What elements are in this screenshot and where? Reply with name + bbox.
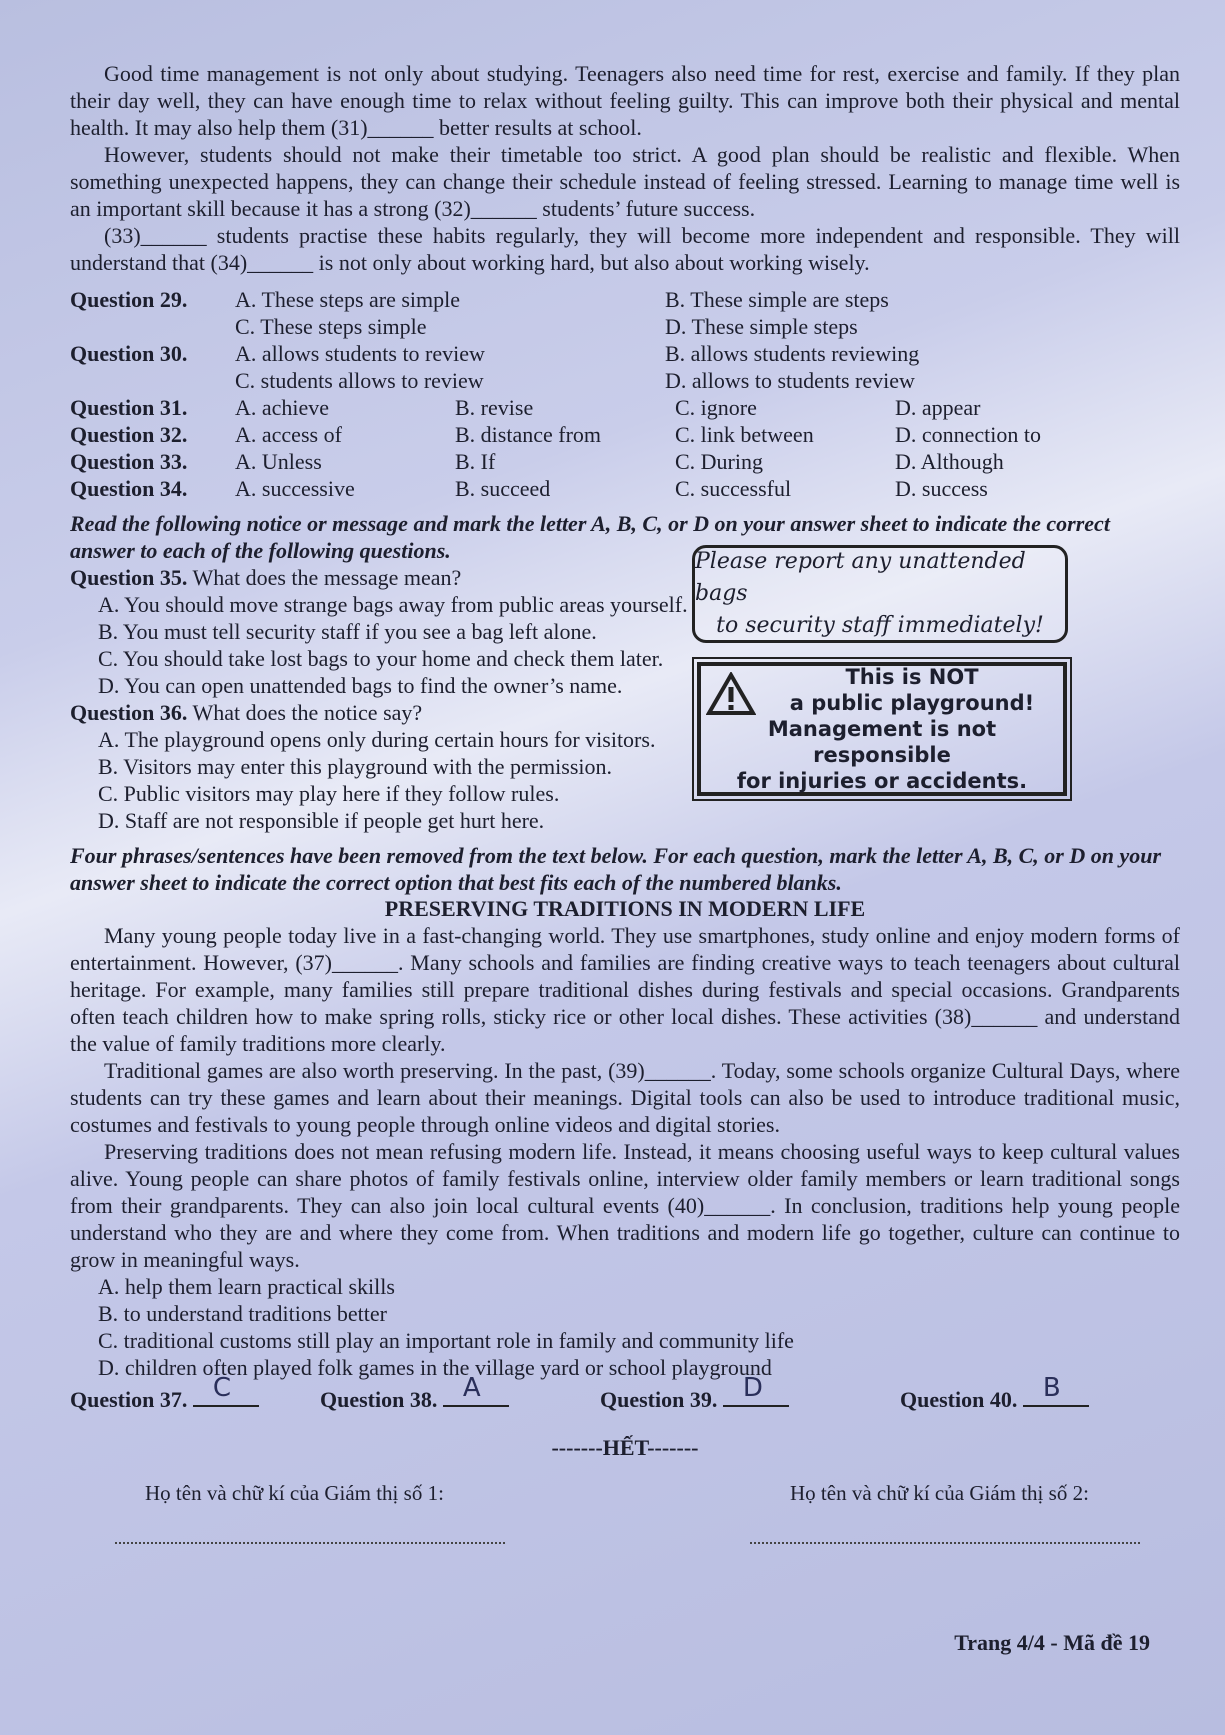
- option-c: C. Public visitors may play here if they follow rules.: [98, 781, 560, 806]
- answer-37: Question 37. C: [70, 1385, 320, 1415]
- option-c: C. These steps simple: [235, 314, 427, 339]
- signature-line-2: [750, 1542, 1140, 1544]
- section-instruction: Read the following notice or message and mark the letter A, B, C, or D on your answer sheet to indicate the correct answer to each of the following questions.: [70, 511, 1110, 563]
- option-a: A. The playground opens only during certain hours for visitors.: [98, 727, 656, 752]
- question-32: [70, 421, 1180, 448]
- notice-line: Management is not responsible: [767, 717, 997, 767]
- notice-line: Please report any unattended bags: [695, 549, 1026, 606]
- question-36-stem: Question 36. What does the notice say?: [70, 700, 423, 725]
- option-a: A. help them learn practical skills: [98, 1274, 395, 1299]
- exam-page: [70, 60, 1180, 1544]
- warning-icon: [701, 672, 761, 716]
- handwritten-answer: A: [462, 1373, 481, 1403]
- answer-line: [70, 1373, 1180, 1415]
- question-31: [70, 394, 1180, 421]
- signature-section: [70, 1481, 1180, 1544]
- option-d: D. success: [895, 476, 988, 501]
- answer-39: Question 39. D: [600, 1385, 900, 1415]
- option-d: D. connection to: [895, 422, 1042, 447]
- signature-label-2: Họ tên và chữ kí của Giám thị số 2:: [790, 1481, 1089, 1505]
- option-b: B. revise: [455, 395, 534, 420]
- question-35-stem: Question 35. What does the message mean?: [70, 565, 462, 590]
- option-b: B. to understand traditions better: [98, 1301, 387, 1326]
- option-a: A. achieve: [235, 395, 330, 420]
- passage1-paragraph: (33)______ students practise these habits regularly, they will become more independent and responsible. They will understand that (34)______ is not only about working hard, but also about working wisely.: [70, 223, 1180, 275]
- option-b: B. These simple are steps: [665, 287, 889, 312]
- option-c: C. ignore: [675, 395, 757, 420]
- option-b: B. You must tell security staff if you see a bag left alone.: [98, 619, 597, 644]
- option-b: B. Visitors may enter this playground with the permission.: [98, 754, 613, 779]
- notice-line: This is NOT: [845, 665, 979, 689]
- question-label: Question 34.: [70, 476, 188, 501]
- answer-38: Question 38. A: [320, 1385, 600, 1415]
- passage2-paragraph: Preserving traditions does not mean refusing modern life. Instead, it means choosing useful ways to keep cultural values alive. Young people can share photos of family festivals online, interview older family members or learn traditional songs from their grandparents. They can also join local cultural events (40)______. In conclusion, traditions help young people understand who they are and where they come from. When traditions and modern life go together, culture can continue to grow in meaningful ways.: [70, 1139, 1180, 1272]
- option-d: D. children often played folk games in the village yard or school playground: [98, 1355, 772, 1380]
- option-d: D. Although: [895, 449, 1004, 474]
- notice-message-box: [692, 545, 1068, 643]
- option-d: D. allows to students review: [665, 368, 915, 393]
- question-29: [70, 286, 1180, 340]
- question-30: [70, 340, 1180, 394]
- option-c: C. link between: [675, 422, 814, 447]
- passage1-paragraph: However, students should not make their timetable too strict. A good plan should be realistic and flexible. When something unexpected happens, they can change their schedule instead of feeling stressed. Learning to manage time well is an important skill because it has a strong (32)______ students’ future success.: [70, 142, 1180, 221]
- option-d: D. appear: [895, 395, 981, 420]
- end-marker: -------HẾT-------: [551, 1435, 699, 1460]
- page-footer: Trang 4/4 - Mã đề 19: [954, 1630, 1150, 1655]
- question-34: [70, 475, 1180, 502]
- option-c: C. During: [675, 449, 763, 474]
- option-a: A. Unless: [235, 449, 322, 474]
- option-c: C. successful: [675, 476, 792, 501]
- notice-line: to security staff immediately!: [716, 613, 1044, 638]
- notice-line: for injuries or accidents.: [736, 769, 1028, 793]
- option-c: C. students allows to review: [235, 368, 484, 393]
- option-d: D. You can open unattended bags to find the owner’s name.: [98, 673, 623, 698]
- option-b: B. allows students reviewing: [665, 341, 920, 366]
- handwritten-answer: C: [212, 1373, 232, 1403]
- question-label: Question 29.: [70, 287, 188, 312]
- notice-line: a public playground!: [789, 691, 1035, 715]
- passage1-paragraph: Good time management is not only about studying. Teenagers also need time for rest, exercise and family. If they plan their day well, they can have enough time to relax without feeling guilty. This can improve both their physical and mental health. It may also help them (31)______ better results at school.: [70, 61, 1180, 140]
- answer-40: Question 40. B: [900, 1385, 1089, 1415]
- option-a: A. allows students to review: [235, 341, 485, 366]
- option-d: D. These simple steps: [665, 314, 858, 339]
- option-b: B. succeed: [455, 476, 551, 501]
- passage2-paragraph: Many young people today live in a fast-changing world. They use smartphones, study online and enjoy modern forms of entertainment. However, (37)______. Many schools and families are finding creative ways to teach teenagers about cultural heritage. For example, many families still prepare traditional dishes during festivals and special occasions. Grandparents often teach children how to make spring rolls, sticky rice or other local dishes. These activities (38)______ and understand the value of family traditions more clearly.: [70, 923, 1180, 1056]
- playground-notice-box: [697, 662, 1067, 796]
- option-b: B. If: [455, 449, 496, 474]
- passage2-paragraph: Traditional games are also worth preserving. In the past, (39)______. Today, some schools organize Cultural Days, where students can try these games and learn about their meanings. Digital tools can also be used to introduce traditional music, costumes and festivals to young people through online videos and digital stories.: [70, 1058, 1180, 1137]
- handwritten-answer: D: [742, 1373, 763, 1403]
- question-label: Question 32.: [70, 422, 188, 447]
- passage-title: PRESERVING TRADITIONS IN MODERN LIFE: [384, 896, 866, 921]
- question-label: Question 31.: [70, 395, 188, 420]
- option-a: A. You should move strange bags away from public areas yourself.: [98, 592, 688, 617]
- question-label: Question 30.: [70, 341, 188, 366]
- handwritten-answer: B: [1042, 1373, 1061, 1403]
- option-d: D. Staff are not responsible if people get hurt here.: [98, 808, 545, 833]
- option-a: A. successive: [235, 476, 355, 501]
- signature-line-1: [115, 1542, 505, 1544]
- option-a: A. access of: [235, 422, 342, 447]
- section-instruction: Four phrases/sentences have been removed from the text below. For each question, mark the letter A, B, C, or D on your answer sheet to indicate the correct option that best fits each of the numbered blanks.: [70, 843, 1162, 895]
- option-c: C. You should take lost bags to your home and check them later.: [98, 646, 664, 671]
- signature-label-1: Họ tên và chữ kí của Giám thị số 1:: [145, 1481, 444, 1505]
- option-c: C. traditional customs still play an important role in family and community life: [98, 1328, 794, 1353]
- question-33: [70, 448, 1180, 475]
- question-label: Question 33.: [70, 449, 188, 474]
- option-a: A. These steps are simple: [235, 287, 461, 312]
- option-b: B. distance from: [455, 422, 602, 447]
